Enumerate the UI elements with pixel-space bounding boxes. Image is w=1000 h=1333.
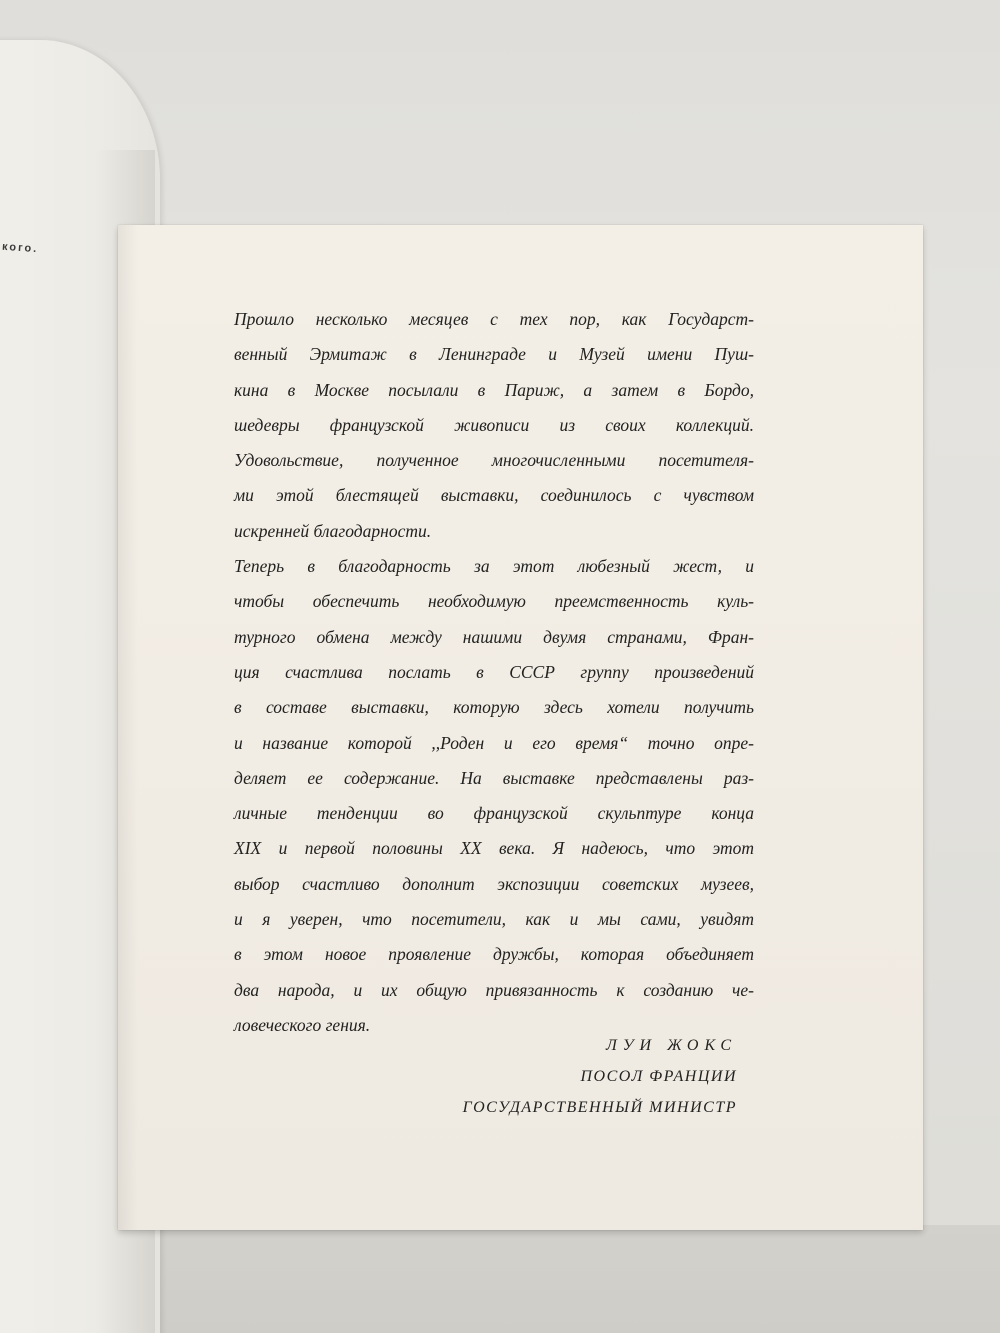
text-line: ловеческого гения. bbox=[234, 1014, 371, 1035]
text-line: шедевры французской живописи из своих коллекций. bbox=[234, 414, 754, 435]
text-line: личные тенденции во французской скульптуре конца bbox=[234, 803, 754, 824]
text-line: турного обмена между нашими двумя странами, Фран- bbox=[234, 626, 754, 647]
text-line: и я уверен, что посетители, как и мы сами, увидят bbox=[234, 909, 754, 930]
text-line: выбор счастливо дополнит экспозиции советских музеев, bbox=[234, 873, 754, 894]
text-line: в этом новое проявление дружбы, которая объединяет bbox=[234, 944, 754, 965]
signature-block bbox=[440, 1030, 737, 1123]
text-line: Теперь в благодарность за этот любезный жест, и bbox=[234, 556, 754, 577]
left-page-text-fragment: кого. bbox=[1, 240, 39, 256]
text-line: чтобы обеспечить необходимую преемственность куль- bbox=[234, 591, 754, 612]
text-line: Прошло несколько месяцев с тех пор, как Государст- bbox=[234, 309, 754, 329]
page-gutter-shadow bbox=[118, 225, 138, 1230]
text-line: два народа, и их общую привязанность к созданию че- bbox=[234, 979, 754, 1000]
signature-title-1: ПОСОЛ ФРАНЦИИ bbox=[580, 1068, 737, 1085]
text-line: ция счастлива послать в СССР группу произведений bbox=[234, 661, 754, 682]
text-line: венный Эрмитаж в Ленинграде и Музей имени Пуш- bbox=[234, 344, 754, 365]
text-line: кина в Москве посылали в Париж, а затем в Бордо, bbox=[234, 379, 754, 400]
text-line: Удовольствие, полученное многочисленными посетителя- bbox=[234, 450, 754, 471]
signature-name: ЛУИ ЖОКС bbox=[605, 1037, 737, 1054]
text-line: и название которой ,,Роден и его время“ точно опре- bbox=[234, 732, 754, 753]
text-line: в составе выставки, которую здесь хотели получить bbox=[234, 697, 754, 718]
text-line: ми этой блестящей выставки, соединилось с чувством bbox=[234, 485, 754, 506]
text-line: деляет ее содержание. На выставке представлены раз- bbox=[234, 767, 754, 788]
text-line: искренней благодарности. bbox=[234, 520, 432, 541]
page-body-text bbox=[234, 302, 754, 1043]
signature-title-2: ГОСУДАРСТВЕННЫЙ МИНИСТР bbox=[462, 1099, 737, 1116]
text-line: XIX и первой половины XX века. Я надеюсь, что этот bbox=[234, 838, 754, 859]
